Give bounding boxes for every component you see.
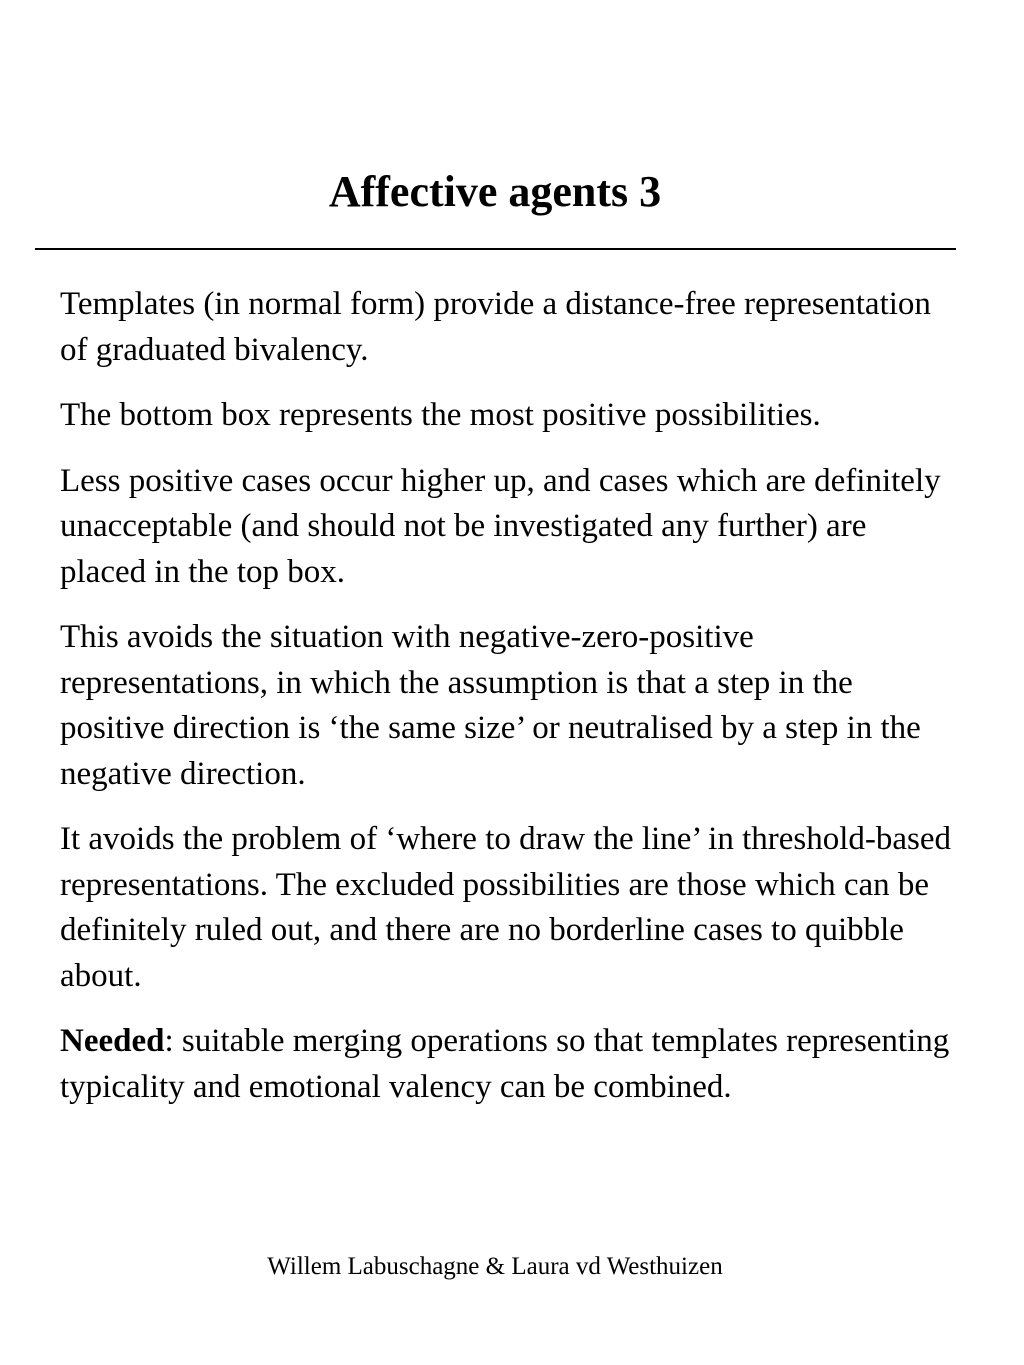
title-divider	[35, 248, 956, 250]
slide-footer: Willem Labuschagne & Laura vd Westhuizen	[267, 1253, 723, 1280]
needed-label: Needed	[60, 1023, 165, 1059]
paragraph-less-positive: Less positive cases occur higher up, and cases which are definitely unacceptable (and should not be investigated any further) are placed in the top box.	[60, 462, 941, 590]
slide-body	[60, 282, 960, 1130]
needed-text: : suitable merging operations so that templates representing typicality and emotional valency can be combined.	[60, 1023, 950, 1105]
paragraph-needed	[60, 1019, 960, 1110]
paragraph-threshold: It avoids the problem of ‘where to draw the line’ in threshold-based representations. The excluded possibilities are those which can be definitely ruled out, and there are no borderline cases to quibble about.	[60, 821, 952, 994]
paragraph-templates: Templates (in normal form) provide a distance-free representation of graduated bivalency.	[60, 286, 931, 368]
paragraph-negative-zero-positive: This avoids the situation with negative-zero-positive representations, in which the assumption is that a step in the positive direction is ‘the same size’ or neutralised by a step in the negative direction.	[60, 619, 921, 792]
paragraph-bottom-box: The bottom box represents the most positive possibilities.	[60, 397, 821, 433]
slide-title: Affective agents 3	[328, 167, 662, 216]
